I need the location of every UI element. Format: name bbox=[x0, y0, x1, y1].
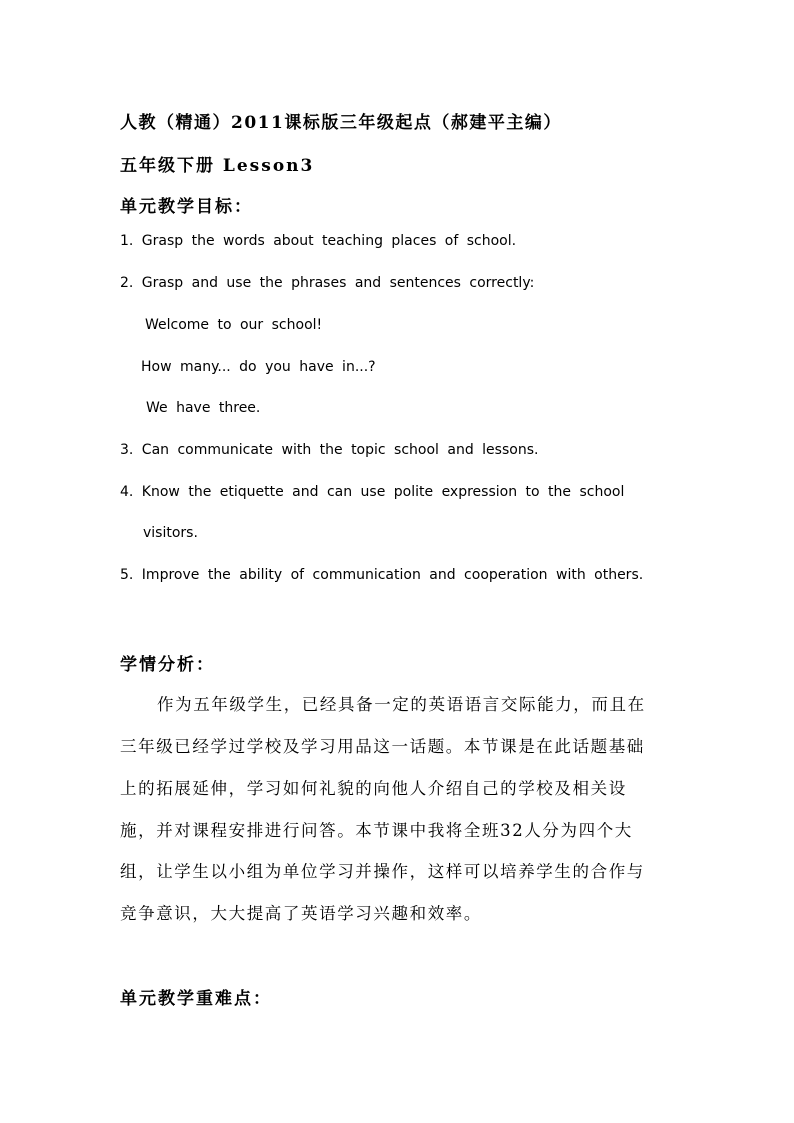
objective-4-continued: visitors. bbox=[143, 525, 198, 541]
key-points-heading: 单元教学重难点： bbox=[120, 989, 272, 1009]
grade-line: 五年级下册 Lesson3 bbox=[120, 156, 315, 176]
analysis-line-3: 上的拓展延伸，学习如何礼貌的向他人介绍自己的学校及相关设 bbox=[120, 779, 627, 798]
analysis-heading: 学情分析： bbox=[120, 655, 215, 675]
objective-2-example-2: How many... do you have in...? bbox=[141, 359, 376, 375]
analysis-line-1: 作为五年级学生，已经具备一定的英语语言交际能力，而且在 bbox=[157, 695, 646, 714]
analysis-line-6: 竞争意识，大大提高了英语学习兴趣和效率。 bbox=[120, 904, 482, 923]
document-title: 人教（精通）2011课标版三年级起点（郝建平主编） bbox=[120, 113, 562, 133]
objectives-heading: 单元教学目标： bbox=[120, 197, 253, 217]
objective-1: 1. Grasp the words about teaching places of school. bbox=[120, 233, 517, 249]
analysis-line-4: 施，并对课程安排进行问答。本节课中我将全班32人分为四个大 bbox=[120, 821, 633, 840]
objective-2: 2. Grasp and use the phrases and sentences correctly: bbox=[120, 275, 535, 291]
objective-3: 3. Can communicate with the topic school and lessons. bbox=[120, 442, 539, 458]
objective-4: 4. Know the etiquette and can use polite expression to the school bbox=[120, 484, 625, 500]
analysis-line-2: 三年级已经学过学校及学习用品这一话题。本节课是在此话题基础 bbox=[120, 737, 645, 756]
objective-2-example-3: We have three. bbox=[146, 400, 261, 416]
objective-2-example-1: Welcome to our school! bbox=[145, 317, 323, 333]
objective-5: 5. Improve the ability of communication and cooperation with others. bbox=[120, 567, 644, 583]
analysis-line-5: 组，让学生以小组为单位学习并操作，这样可以培养学生的合作与 bbox=[120, 862, 645, 881]
